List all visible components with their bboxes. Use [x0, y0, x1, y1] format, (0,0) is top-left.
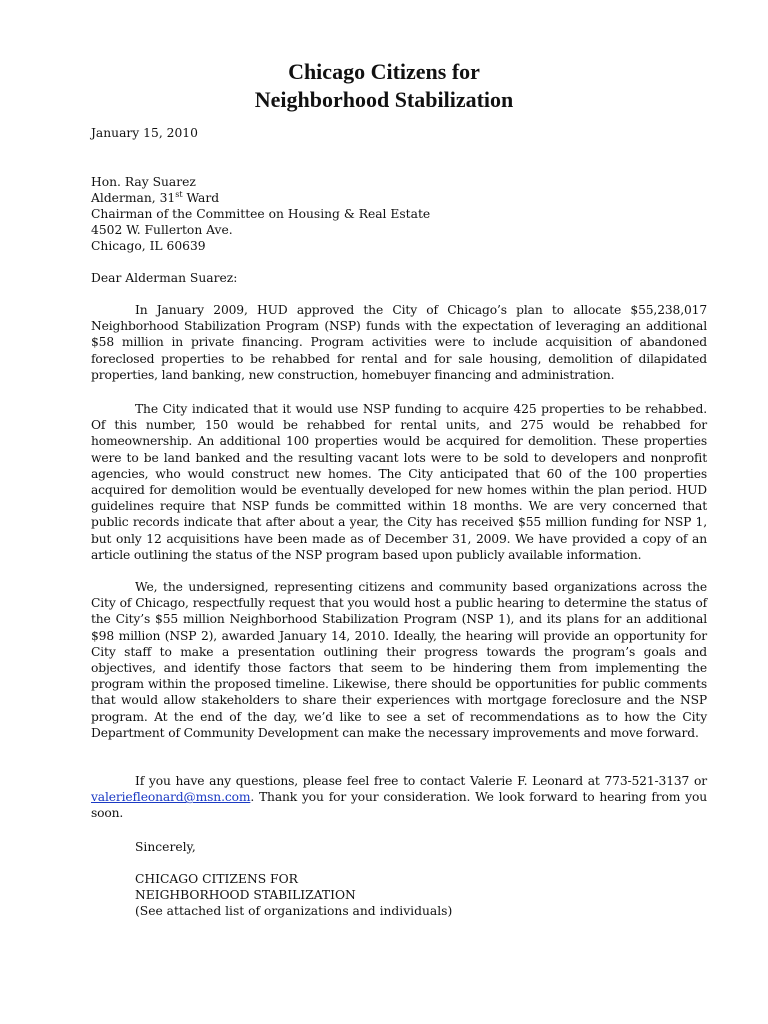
paragraph-4-text-before: If you have any questions, please feel free to contact Valerie F. Leonard at 773-521-3137 or	[135, 774, 707, 788]
recipient-name: Hon. Ray Suarez	[91, 175, 196, 189]
recipient-title-prefix: Alderman, 31	[91, 191, 176, 205]
recipient-city: Chicago, IL 60639	[91, 239, 206, 253]
paragraph-4-text-after: . Thank you for your consideration. We look forward to hearing from you soon.	[91, 790, 707, 821]
recipient-title-suffix: Ward	[182, 191, 220, 205]
letterhead-line-1: Chicago Citizens for	[288, 59, 480, 84]
signature-org-line-2: NEIGHBORHOOD STABILIZATION	[135, 888, 356, 902]
recipient-address	[91, 174, 430, 254]
paragraph-4	[91, 773, 707, 822]
salutation: Dear Alderman Suarez:	[91, 271, 238, 285]
contact-email-link[interactable]: valeriefleonard@msn.com	[91, 790, 251, 805]
paragraph-2: The City indicated that it would use NSP funding to acquire 425 properties to be rehabbed. Of this number, 150 would be rehabbed for rental units, and 275 would be rehabbed for homeownership. An additional 100 properties would be acquired for demolition. These properties were to be land banked and the resulting vacant lots were to be sold to developers and nonprofit agencies, who would construct new homes. The City anticipated that 60 of the 100 properties acquired for demolition would be eventually developed for new homes within the plan period. HUD guidelines require that NSP funds be committed within 18 months. We are very concerned that public records indicate that after about a year, the City has received $55 million funding for NSP 1, but only 12 acquisitions have been made as of December 31, 2009. We have provided a copy of an article outlining the status of the NSP program based upon publicly available information.	[91, 402, 707, 562]
paragraph-3: We, the undersigned, representing citizens and community based organizations across the City of Chicago, respectfully request that you would host a public hearing to determine the status of the City’s $55 million Neighborhood Stabilization Program (NSP 1), and its plans for an additional $98 million (NSP 2), awarded January 14, 2010. Ideally, the hearing will provide an opportunity for City staff to make a presentation outlining their progress towards the program’s goals and objectives, and identify those factors that seem to be hindering them from implementing the program within the proposed timeline. Likewise, there should be opportunities for public comments that would allow stakeholders to share their experiences with mortgage foreclosure and the NSP program. At the end of the day, we’d like to see a set of recommendations as to how the City Department of Community Development can make the necessary improvements and move forward.	[91, 580, 707, 740]
recipient-street: 4502 W. Fullerton Ave.	[91, 223, 233, 237]
letterhead-line-2: Neighborhood Stabilization	[254, 87, 514, 112]
recipient-committee: Chairman of the Committee on Housing & Real Estate	[91, 207, 431, 221]
letter-date: January 15, 2010	[91, 126, 198, 140]
recipient-title	[91, 190, 430, 206]
closing-signoff: Sincerely,	[135, 840, 196, 854]
signature-note: (See attached list of organizations and individuals)	[135, 904, 453, 918]
signature-org-line-1: CHICAGO CITIZENS FOR	[135, 872, 298, 886]
recipient-title-sup: st	[175, 189, 183, 199]
closing-signature-block	[135, 871, 452, 919]
paragraph-1: In January 2009, HUD approved the City of Chicago’s plan to allocate $55,238,017 Neighborhood Stabilization Program (NSP) funds with the expectation of leveraging an additional $58 million in private financing. Program activities were to include acquisition of abandoned foreclosed properties to be rehabbed for rental and for sale housing, demolition of dilapidated properties, land banking, new construction, homebuyer financing and administration.	[91, 303, 707, 382]
letterhead	[0, 58, 768, 114]
